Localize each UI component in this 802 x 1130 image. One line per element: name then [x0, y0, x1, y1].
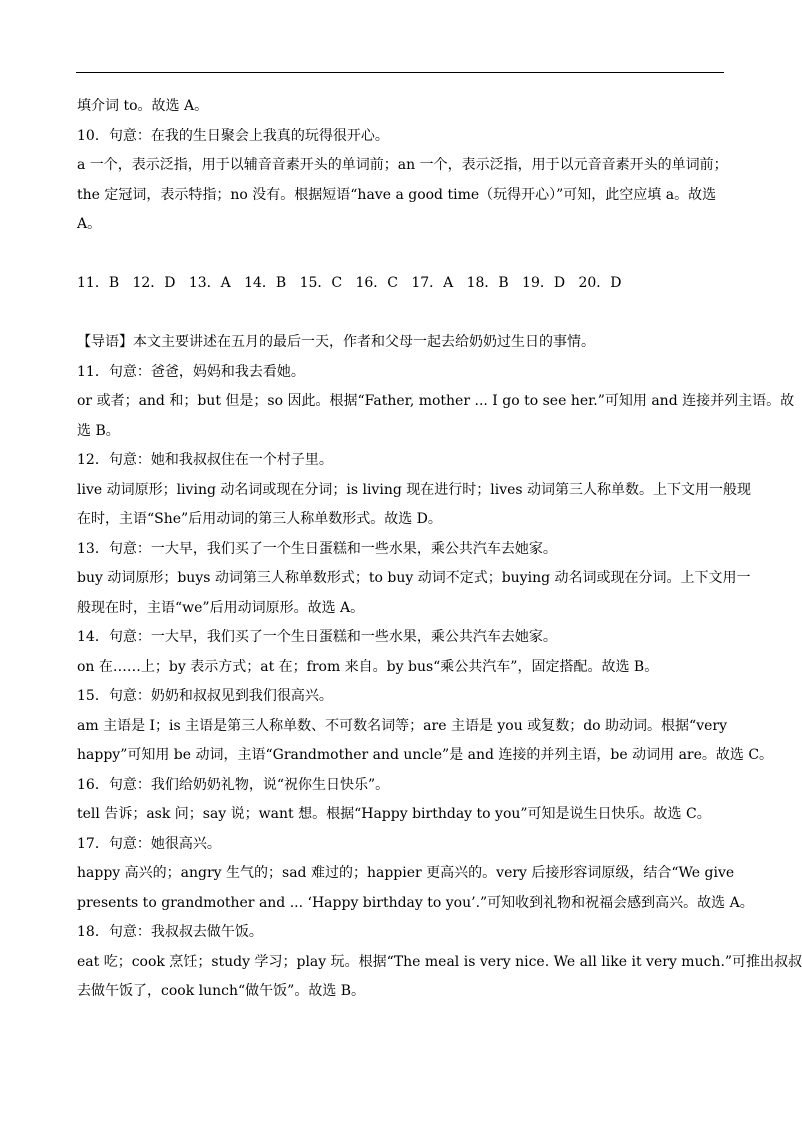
answer-key-line: 11．B 12．D 13．A 14．B 15．C 16．C 17．A 18．B 19．D 20．D — [77, 275, 622, 291]
document-body — [77, 96, 802, 1011]
text-line: 12．句意：她和我叔叔住在一个村子里。 — [77, 452, 333, 468]
text-line: or 或者；and 和；but 但是；so 因此。根据“Father, mother ... I go to see her.”可知用 and 连接并列主语。故 — [77, 393, 795, 409]
text-line: A。 — [77, 216, 102, 232]
paragraph-gap — [77, 303, 727, 333]
text-line: the 定冠词，表示特指；no 没有。根据短语“have a good time（玩得开心）”可知，此空应填 a。故选 — [77, 186, 717, 203]
text-line: am 主语是 I；is 主语是第三人称单数、不可数名词等；are 主语是 you 或复数；do 助动词。根据“very — [77, 717, 727, 734]
text-line: 17．句意：她很高兴。 — [77, 835, 221, 852]
paragraph-gap — [77, 244, 727, 274]
text-line: 13．句意：一大早，我们买了一个生日蛋糕和一些水果，乘公共汽车去她家。 — [77, 540, 557, 557]
text-line: on 在……上；by 表示方式；at 在；from 来自。by bus“乘公共汽车”，固定搭配。故选 B。 — [77, 658, 659, 675]
text-line: 般现在时，主语“we”后用动词原形。故选 A。 — [77, 599, 365, 616]
text-line: buy 动词原形；buys 动词第三人称单数形式；to buy 动词不定式；buying 动名词或现在分词。上下文用一 — [77, 570, 751, 586]
text-line: eat 吃；cook 烹饪；study 学习；play 玩。根据“The meal is very nice. We all like it very much.”可推出叔叔 — [77, 953, 802, 970]
text-line: 11．句意：爸爸，妈妈和我去看她。 — [77, 363, 305, 380]
text-line: presents to grandmother and ... ‘Happy birthday to you’.”可知收到礼物和祝福会感到高兴。故选 A。 — [77, 894, 754, 911]
header-rule — [76, 72, 724, 73]
text-line: 14．句意：一大早，我们买了一个生日蛋糕和一些水果，乘公共汽车去她家。 — [77, 629, 557, 645]
text-line: 填介词 to。故选 A。 — [77, 98, 209, 114]
text-line: 选 B。 — [77, 422, 120, 439]
text-line: happy 高兴的；angry 生气的；sad 难过的；happier 更高兴的。very 后接形容词原级，结合“We give — [77, 865, 735, 881]
text-line: 18．句意：我叔叔去做午饭。 — [77, 924, 263, 940]
text-line: 10．句意：在我的生日聚会上我真的玩得很开心。 — [77, 127, 389, 144]
text-line: a 一个，表示泛指，用于以辅音音素开头的单词前；an 一个，表示泛指，用于以元音音素开头的单词前； — [77, 157, 728, 173]
text-line: 15．句意：奶奶和叔叔见到我们很高兴。 — [77, 688, 333, 704]
text-line: live 动词原形；living 动名词或现在分词；is living 现在进行时；lives 动词第三人称单数。上下文用一般现 — [77, 481, 752, 498]
text-line: 16．句意：我们给奶奶礼物，说“祝你生日快乐”。 — [77, 776, 390, 793]
text-line: 【导语】本文主要讲述在五月的最后一天，作者和父母一起去给奶奶过生日的事情。 — [77, 334, 595, 350]
text-line: 在时，主语“She”后用动词的第三人称单数形式。故选 D。 — [77, 511, 442, 527]
text-line: happy”可知用 be 动词，主语“Grandmother and uncle”是 and 连接的并列主语，be 动词用 are。故选 C。 — [77, 747, 774, 763]
text-line: tell 告诉；ask 问；say 说；want 想。根据“Happy birthday to you”可知是说生日快乐。故选 C。 — [77, 806, 711, 822]
text-line: 去做午饭了，cook lunch“做午饭”。故选 B。 — [77, 983, 366, 999]
